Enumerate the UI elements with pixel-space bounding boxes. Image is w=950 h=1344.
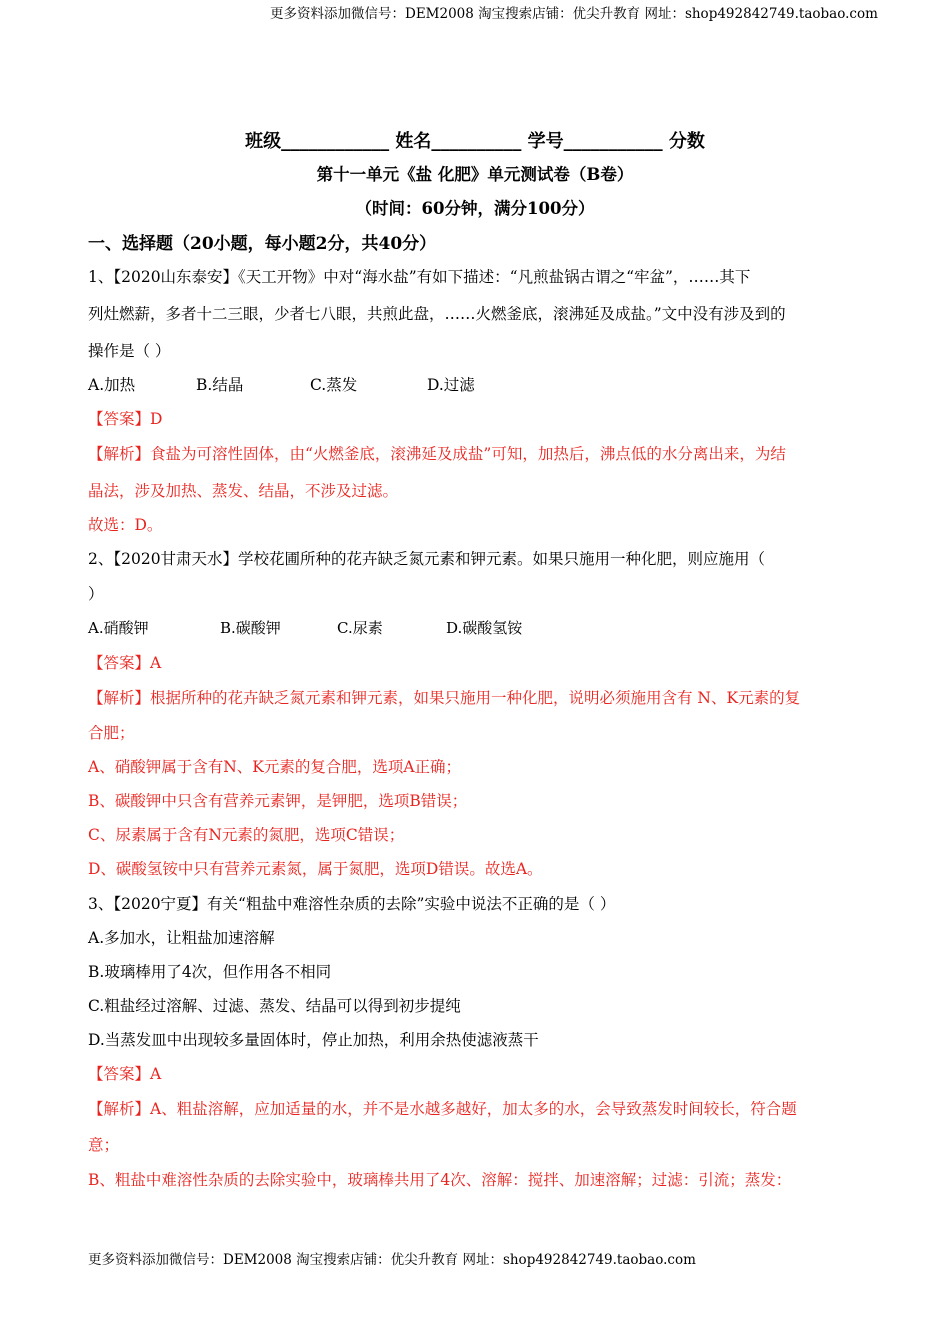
q2-analysis-line: B、碳酸钾中只含有营养元素钾，是钾肥，选项B错误； [88, 792, 468, 810]
q3-option: C.粗盐经过溶解、过滤、蒸发、结晶可以得到初步提纯 [88, 997, 461, 1015]
student-info-line: 班级____________ 姓名__________ 学号___________ 分数 [245, 131, 705, 152]
q2-analysis-line: 合肥； [88, 724, 135, 742]
exam-subtitle: （时间：60分钟，满分100分） [355, 199, 595, 218]
q2-answer: 【答案】A [88, 654, 162, 672]
q3-analysis-line: 意； [88, 1136, 120, 1154]
q1-option: B.结晶 [196, 376, 244, 394]
q2-option: C.尿素 [337, 619, 383, 637]
q1-analysis-line: 故选：D。 [88, 516, 163, 534]
q2-stem-line: ） [88, 585, 104, 603]
q2-analysis-line: D、碳酸氢铵中只有营养元素氮，属于氮肥，选项D错误。故选A。 [88, 860, 543, 878]
q3-option: B.玻璃棒用了4次，但作用各不相同 [88, 963, 332, 981]
q1-option: A.加热 [88, 376, 136, 394]
q2-option: A.硝酸钾 [88, 619, 149, 637]
exam-title: 第十一单元《盐 化肥》单元测试卷（B卷） [316, 165, 634, 184]
q2-option: D.碳酸氢铵 [446, 619, 523, 637]
q3-stem: 3、【2020宁夏】有关“粗盐中难溶性杂质的去除”实验中说法不正确的是（ ） [88, 895, 616, 913]
section-heading: 一、选择题（20小题，每小题2分，共40分） [88, 234, 437, 254]
q1-answer: 【答案】D [88, 410, 163, 428]
q1-stem-line: 列灶燃薪，多者十二三眼，少者七八眼，共煎此盘，……火燃釜底，滚沸延及成盐。”文中没有涉及到的 [88, 305, 786, 323]
page-header: 更多资料添加微信号：DEM2008 淘宝搜索店铺：优尖升教育 网址：shop492842749.taobao.com [270, 6, 878, 22]
q2-stem-line: 2、【2020甘肃天水】学校花圃所种的花卉缺乏氮元素和钾元素。如果只施用一种化肥，则应施用（ [88, 550, 766, 568]
q3-answer: 【答案】A [88, 1065, 162, 1083]
q2-analysis-line: 【解析】根据所种的花卉缺乏氮元素和钾元素，如果只施用一种化肥，说明必须施用含有 N、K元素的复 [88, 689, 801, 707]
q1-analysis-line: 晶法，涉及加热、蒸发、结晶，不涉及过滤。 [88, 482, 399, 500]
q1-stem-line: 1、【2020山东泰安】《天工开物》中对“海水盐”有如下描述：“凡煎盐锅古谓之“牢盆”，……其下 [88, 268, 751, 286]
page-footer: 更多资料添加微信号：DEM2008 淘宝搜索店铺：优尖升教育 网址：shop492842749.taobao.com [88, 1252, 696, 1268]
q1-option: C.蒸发 [310, 376, 358, 394]
q3-option: D.当蒸发皿中出现较多量固体时，停止加热，利用余热使滤液蒸干 [88, 1031, 539, 1049]
q1-analysis-line: 【解析】食盐为可溶性固体，由“火燃釜底，滚沸延及成盐”可知，加热后，沸点低的水分离出来，为结 [88, 445, 786, 463]
q3-analysis-line: 【解析】A、粗盐溶解，应加适量的水，并不是水越多越好，加太多的水，会导致蒸发时间较长，符合题 [88, 1100, 797, 1118]
q1-option: D.过滤 [427, 376, 475, 394]
q3-option: A.多加水，让粗盐加速溶解 [88, 929, 275, 947]
q2-analysis-line: C、尿素属于含有N元素的氮肥，选项C错误； [88, 826, 405, 844]
q3-analysis-line: B、粗盐中难溶性杂质的去除实验中，玻璃棒共用了4次、溶解：搅拌、加速溶解；过滤：引流；蒸发： [88, 1171, 792, 1189]
q2-option: B.碳酸钾 [220, 619, 281, 637]
q2-analysis-line: A、硝酸钾属于含有N、K元素的复合肥，选项A正确； [88, 758, 462, 776]
q1-stem-line: 操作是（ ） [88, 342, 171, 360]
